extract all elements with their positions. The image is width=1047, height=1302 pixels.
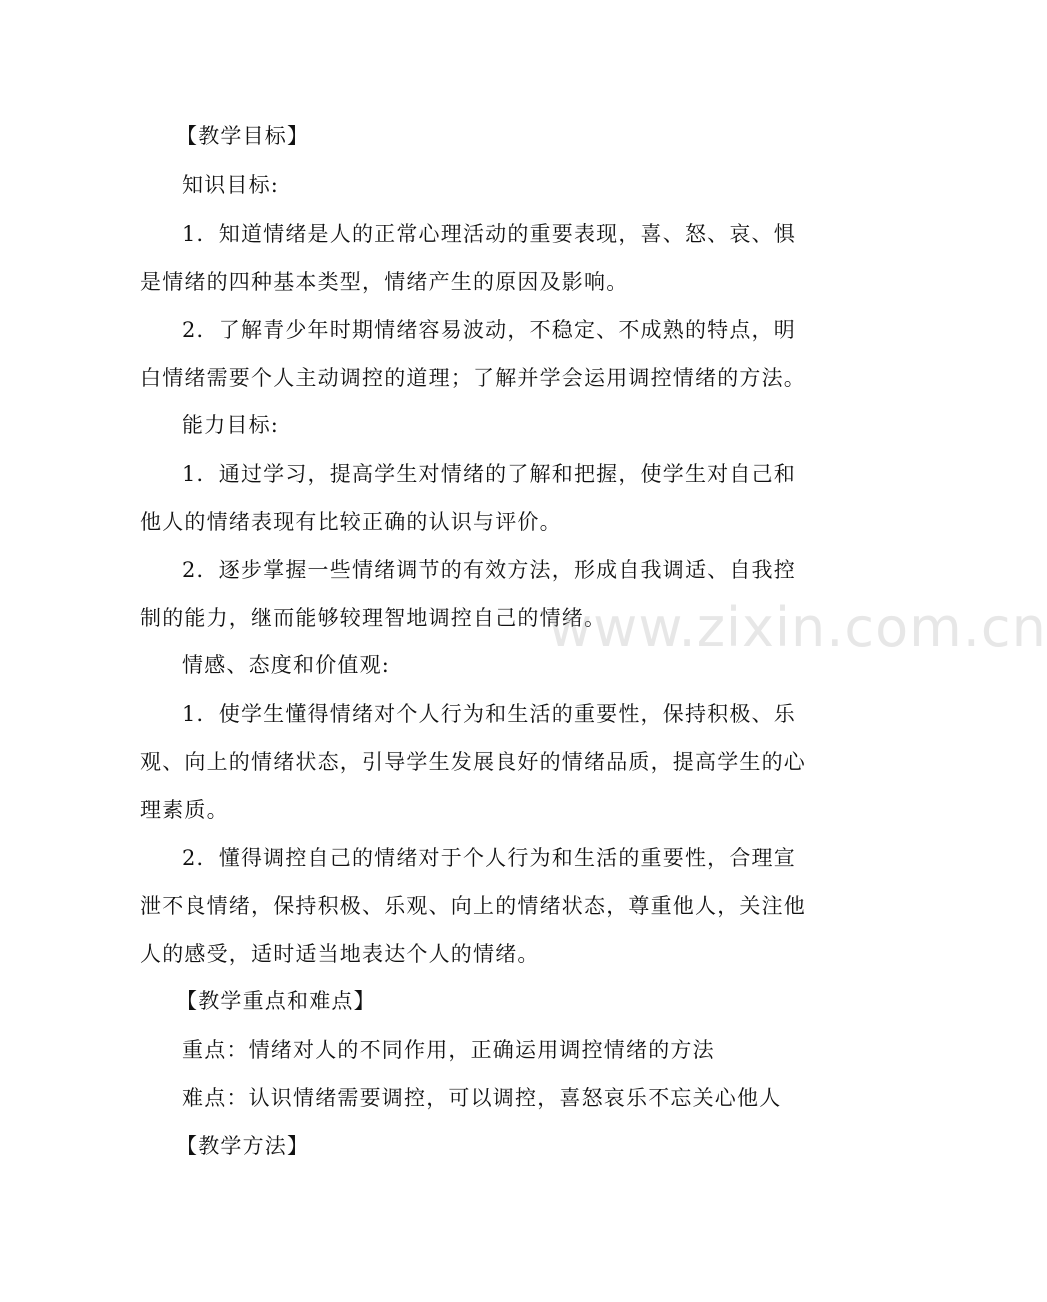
emotion-item-2-line-3: 人的感受，适时适当地表达个人的情绪。 [140,942,540,966]
emotion-item-1-line-1: 1．使学生懂得情绪对个人行为和生活的重要性，保持积极、乐 [182,702,796,726]
knowledge-item-2-line-1: 2．了解青少年时期情绪容易波动，不稳定、不成熟的特点，明 [182,318,796,342]
knowledge-goals-title: 知识目标: [182,173,280,197]
difficult-point-text: 难点：认识情绪需要调控，可以调控，喜怒哀乐不忘关心他人 [182,1086,782,1110]
knowledge-item-1-line-2: 是情绪的四种基本类型，情绪产生的原因及影响。 [140,270,629,294]
heading-teaching-method: 【教学方法】 [176,1134,310,1158]
key-point-text: 重点：情绪对人的不同作用，正确运用调控情绪的方法 [182,1038,715,1062]
emotion-item-2-line-1: 2．懂得调控自己的情绪对于个人行为和生活的重要性，合理宣 [182,846,796,870]
ability-item-1-line-2: 他人的情绪表现有比较正确的认识与评价。 [140,510,562,534]
ability-item-2-line-2: 制的能力，继而能够较理智地调控自己的情绪。 [140,606,607,630]
knowledge-item-1-line-1: 1．知道情绪是人的正常心理活动的重要表现，喜、怒、哀、惧 [182,222,796,246]
emotion-item-1-line-3: 理素质。 [140,798,229,822]
heading-teaching-goals: 【教学目标】 [176,124,310,148]
emotion-item-1-line-2: 观、向上的情绪状态，引导学生发展良好的情绪品质，提高学生的心 [140,750,806,774]
knowledge-item-2-line-2: 白情绪需要个人主动调控的道理；了解并学会运用调控情绪的方法。 [140,366,806,390]
emotion-item-2-line-2: 泄不良情绪，保持积极、乐观、向上的情绪状态，尊重他人，关注他 [140,894,806,918]
heading-key-difficult-points: 【教学重点和难点】 [176,989,376,1013]
ability-item-2-line-1: 2．逐步掌握一些情绪调节的有效方法，形成自我调适、自我控 [182,558,796,582]
ability-goals-title: 能力目标: [182,413,280,437]
emotion-goals-title: 情感、态度和价值观: [182,653,391,677]
ability-item-1-line-1: 1．通过学习，提高学生对情绪的了解和把握，使学生对自己和 [182,462,796,486]
site-watermark: www.zixin.com.cn [548,596,1047,659]
